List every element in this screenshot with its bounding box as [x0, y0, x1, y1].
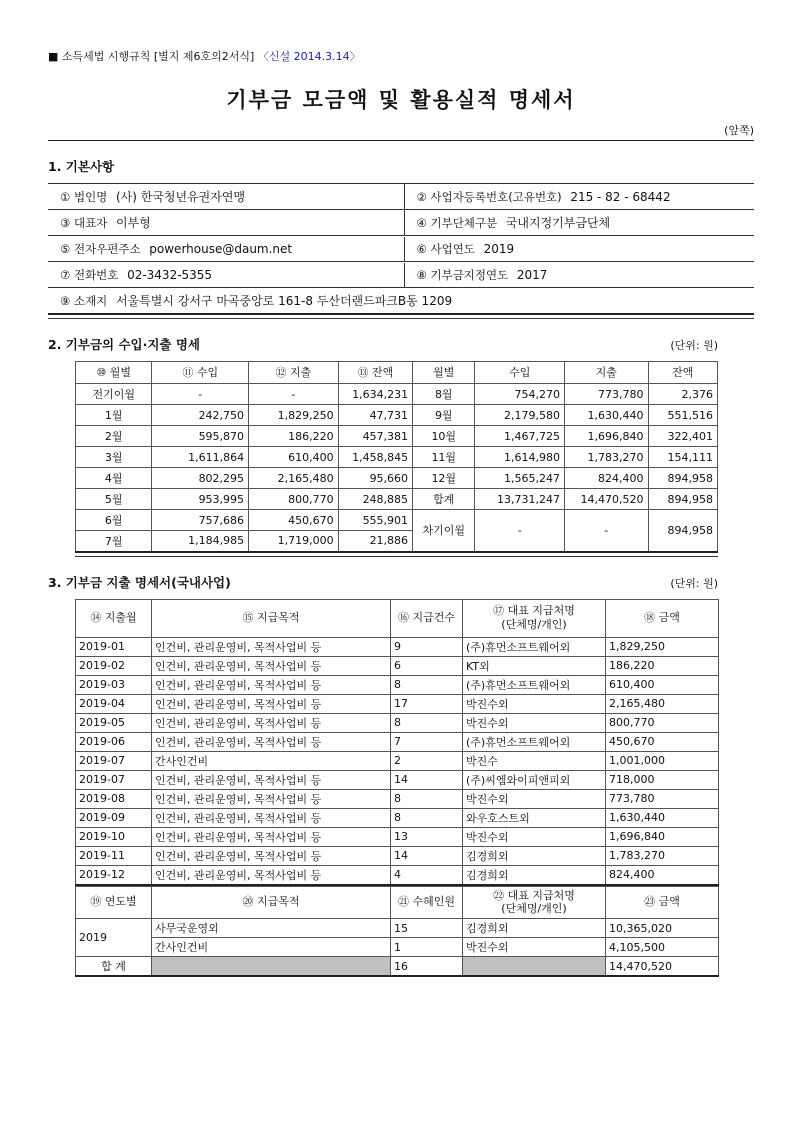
section-divider [48, 318, 754, 319]
cell: 5월 [76, 489, 152, 510]
cell: 1월 [76, 405, 152, 426]
cell: 800,770 [606, 713, 719, 732]
cell: 824,400 [564, 468, 648, 489]
cell: - [475, 510, 565, 552]
field-number: ③ [60, 216, 71, 230]
header-row [76, 599, 719, 637]
cell: 2,165,480 [249, 468, 339, 489]
cell: (주)씨엠와이피앤피외 [463, 770, 606, 789]
cell: 인건비, 관리운영비, 목적사업비 등 [152, 637, 391, 656]
field-number: ② [416, 189, 427, 204]
column-header: ⑰ 대표 지급처명 (단체명/개인) [463, 599, 606, 637]
cell: 610,400 [606, 675, 719, 694]
cell: 김경희외 [463, 919, 606, 938]
cell: 894,958 [648, 489, 718, 510]
cell: 전기이월 [76, 384, 152, 405]
column-header: ⑬ 잔액 [338, 362, 412, 384]
cell: 21,886 [338, 531, 412, 552]
table-row [48, 235, 754, 261]
cell: 인건비, 관리운영비, 목적사업비 등 [152, 694, 391, 713]
cell: 14,470,520 [564, 489, 648, 510]
cell: 11월 [413, 447, 475, 468]
cell: 47,731 [338, 405, 412, 426]
header-row [76, 362, 718, 384]
cell: 894,958 [648, 468, 718, 489]
cell: 인건비, 관리운영비, 목적사업비 등 [152, 827, 391, 846]
table-row [76, 694, 719, 713]
cell: 인건비, 관리운영비, 목적사업비 등 [152, 732, 391, 751]
cell: 757,686 [152, 510, 249, 531]
cell: 2019-03 [76, 675, 152, 694]
cell: 박진수외 [463, 789, 606, 808]
table-row [76, 468, 718, 489]
cell: 1,829,250 [606, 637, 719, 656]
cell: 2019-08 [76, 789, 152, 808]
field-value: 215 - 82 - 68442 [570, 189, 671, 204]
field-representative [48, 210, 405, 235]
cell: 1,696,840 [564, 426, 648, 447]
cell: (주)휴먼소프트웨어외 [463, 732, 606, 751]
cell: 12월 [413, 468, 475, 489]
column-header: ⑱ 금액 [606, 599, 719, 637]
cell [463, 957, 606, 977]
table-row [76, 808, 719, 827]
cell: 사무국운영외 [152, 919, 391, 938]
cell: 1,719,000 [249, 531, 339, 552]
table-row [76, 489, 718, 510]
field-number: ⑤ [60, 241, 71, 256]
table-row [76, 789, 719, 808]
cell: 1,829,250 [249, 405, 339, 426]
cell: 1,630,440 [606, 808, 719, 827]
field-value: 02-3432-5355 [127, 267, 213, 282]
cell: 457,381 [338, 426, 412, 447]
cell: 15 [391, 919, 463, 938]
field-label: 사업연도 [430, 241, 475, 256]
cell: 2 [391, 751, 463, 770]
cell: 800,770 [249, 489, 339, 510]
cell: 2019-10 [76, 827, 152, 846]
table-row [48, 287, 754, 313]
section-divider [75, 556, 718, 557]
form-notice [48, 48, 754, 64]
cell: 1,467,725 [475, 426, 565, 447]
table-row [76, 827, 719, 846]
cell: 인건비, 관리운영비, 목적사업비 등 [152, 713, 391, 732]
table-row [76, 637, 719, 656]
cell: 1 [391, 938, 463, 957]
field-number: ⑨ [60, 294, 71, 308]
field-number: ④ [416, 216, 427, 230]
cell: 1,001,000 [606, 751, 719, 770]
cell: 인건비, 관리운영비, 목적사업비 등 [152, 789, 391, 808]
field-designation-year [405, 263, 754, 287]
cell: 2019-04 [76, 694, 152, 713]
cell: 555,901 [338, 510, 412, 531]
column-header: ⑲ 연도별 [76, 886, 152, 919]
field-label: 기부금지정연도 [430, 267, 509, 282]
cell: 8 [391, 675, 463, 694]
cell: 인건비, 관리운영비, 목적사업비 등 [152, 770, 391, 789]
cell: 차기이월 [413, 510, 475, 552]
cell: 인건비, 관리운영비, 목적사업비 등 [152, 846, 391, 865]
cell: 박진수외 [463, 938, 606, 957]
field-value: 국내지정기부금단체 [505, 216, 611, 230]
cell: 718,000 [606, 770, 719, 789]
cell: 7월 [76, 531, 152, 552]
cell: 6 [391, 656, 463, 675]
income-expense-table [75, 361, 718, 553]
table-row [76, 426, 718, 447]
table-row [48, 209, 754, 235]
cell: 김경희외 [463, 846, 606, 865]
cell: 4월 [76, 468, 152, 489]
cell: 1,696,840 [606, 827, 719, 846]
cell: 322,401 [648, 426, 718, 447]
field-registration-number [405, 185, 754, 209]
field-business-year [405, 237, 754, 261]
column-header: ⑮ 지급목적 [152, 599, 391, 637]
unit-label: (단위: 원) [670, 576, 718, 590]
cell: 10,365,020 [606, 919, 719, 938]
cell: 2019 [76, 919, 152, 957]
field-value: 이부형 [115, 216, 151, 230]
monthly-expense-table [75, 599, 719, 886]
column-header: ⑫ 지출 [249, 362, 339, 384]
cell: 인건비, 관리운영비, 목적사업비 등 [152, 675, 391, 694]
column-header: 지출 [564, 362, 648, 384]
cell: 610,400 [249, 447, 339, 468]
field-value: (사) 한국청년유권자연맹 [115, 190, 246, 204]
column-header: ⑪ 수입 [152, 362, 249, 384]
table-row [76, 510, 718, 531]
cell: 2019-01 [76, 637, 152, 656]
cell: 합계 [413, 489, 475, 510]
field-number: ⑦ [60, 267, 71, 282]
cell: 인건비, 관리운영비, 목적사업비 등 [152, 808, 391, 827]
cell: 242,750 [152, 405, 249, 426]
column-header: ⑩ 월별 [76, 362, 152, 384]
cell: 1,783,270 [564, 447, 648, 468]
field-phone [48, 263, 405, 287]
cell: 2019-07 [76, 751, 152, 770]
cell: 2,179,580 [475, 405, 565, 426]
cell: 2019-02 [76, 656, 152, 675]
cell: KT외 [463, 656, 606, 675]
field-label: 대표자 [73, 216, 108, 230]
table-row [76, 865, 719, 885]
cell: 박진수외 [463, 713, 606, 732]
field-value: powerhouse@daum.net [149, 241, 293, 256]
cell: 13 [391, 827, 463, 846]
cell: 953,995 [152, 489, 249, 510]
cell: 7 [391, 732, 463, 751]
cell: 2019-05 [76, 713, 152, 732]
cell: 450,670 [249, 510, 339, 531]
cell: 13,731,247 [475, 489, 565, 510]
cell: 8월 [413, 384, 475, 405]
cell: 9 [391, 637, 463, 656]
table-row [76, 846, 719, 865]
field-email [48, 237, 405, 261]
table-row [76, 938, 719, 957]
cell: 802,295 [152, 468, 249, 489]
cell: 합 계 [76, 957, 152, 977]
field-label: 기부단체구분 [430, 216, 498, 230]
column-header: ⑳ 지급목적 [152, 886, 391, 919]
cell: 박진수외 [463, 694, 606, 713]
field-corporation-name [48, 184, 405, 209]
header-row [76, 886, 719, 919]
page-title: 기부금 모금액 및 활용실적 명세서 [226, 88, 576, 112]
field-value: 2017 [516, 267, 548, 282]
cell [152, 957, 391, 977]
column-header: 월별 [413, 362, 475, 384]
table-row [76, 770, 719, 789]
cell: 2,165,480 [606, 694, 719, 713]
cell: 773,780 [606, 789, 719, 808]
cell: 95,660 [338, 468, 412, 489]
cell: 186,220 [249, 426, 339, 447]
field-value: 2019 [483, 241, 515, 256]
cell: 2,376 [648, 384, 718, 405]
cell: 1,783,270 [606, 846, 719, 865]
field-address [48, 288, 754, 313]
cell: 1,630,440 [564, 405, 648, 426]
yearly-expense-table [75, 886, 719, 978]
column-header: ㉒ 대표 지급처명 (단체명/개인) [463, 886, 606, 919]
table-row [76, 656, 719, 675]
table-row [76, 732, 719, 751]
table-row [76, 405, 718, 426]
section1-heading: 1. 기본사항 [48, 159, 115, 174]
cell: 6월 [76, 510, 152, 531]
cell: 450,670 [606, 732, 719, 751]
table-row [76, 384, 718, 405]
cell: 2019-07 [76, 770, 152, 789]
cell: 14 [391, 846, 463, 865]
field-label: 소재지 [73, 294, 108, 308]
column-header: ㉓ 금액 [606, 886, 719, 919]
cell: 박진수 [463, 751, 606, 770]
cell: 14 [391, 770, 463, 789]
field-label: 전화번호 [73, 267, 119, 282]
cell: 17 [391, 694, 463, 713]
cell: (주)휴먼소프트웨어외 [463, 675, 606, 694]
cell: 894,958 [648, 510, 718, 552]
cell: 1,634,231 [338, 384, 412, 405]
basic-info-table [48, 183, 754, 315]
field-number: ⑥ [416, 241, 427, 256]
cell: 1,611,864 [152, 447, 249, 468]
cell: 2019-09 [76, 808, 152, 827]
cell: - [152, 384, 249, 405]
cell: 1,184,985 [152, 531, 249, 552]
field-label: 사업자등록번호(고유번호) [430, 189, 562, 204]
field-number: ① [60, 190, 71, 204]
field-organization-type [405, 210, 754, 235]
cell: 248,885 [338, 489, 412, 510]
table-row [76, 675, 719, 694]
unit-label: (단위: 원) [670, 339, 718, 352]
cell: 1,565,247 [475, 468, 565, 489]
column-header: 수입 [475, 362, 565, 384]
cell: 2019-12 [76, 865, 152, 885]
table-row [76, 957, 719, 977]
cell: 9월 [413, 405, 475, 426]
table-row [76, 713, 719, 732]
column-header: ⑯ 지급건수 [391, 599, 463, 637]
form-notice-revision: 〈신설 2014.3.14〉 [257, 50, 361, 63]
cell: 인건비, 관리운영비, 목적사업비 등 [152, 865, 391, 885]
cell: 2019-11 [76, 846, 152, 865]
section3-heading: 3. 기부금 지출 명세서(국내사업) [48, 574, 231, 590]
cell: 773,780 [564, 384, 648, 405]
cell: 824,400 [606, 865, 719, 885]
form-notice-text: ■ 소득세법 시행규칙 [별지 제6호의2서식] [48, 50, 255, 63]
cell: 4,105,500 [606, 938, 719, 957]
cell: 2019-06 [76, 732, 152, 751]
cell: 754,270 [475, 384, 565, 405]
column-header: ⑭ 지출월 [76, 599, 152, 637]
field-value: 서울특별시 강서구 마곡중앙로 161-8 두산더랜드파크B동 1209 [115, 294, 453, 308]
section2-heading: 2. 기부금의 수입·지출 명세 [48, 337, 201, 352]
table-row [76, 919, 719, 938]
cell: - [249, 384, 339, 405]
cell: 간사인건비 [152, 751, 391, 770]
column-header: 잔액 [648, 362, 718, 384]
cell: 김경희외 [463, 865, 606, 885]
cell: 1,458,845 [338, 447, 412, 468]
cell: 와우호스트외 [463, 808, 606, 827]
cell: 14,470,520 [606, 957, 719, 977]
cell: 1,614,980 [475, 447, 565, 468]
column-header: ㉑ 수혜인원 [391, 886, 463, 919]
cell: 인건비, 관리운영비, 목적사업비 등 [152, 656, 391, 675]
cell: 595,870 [152, 426, 249, 447]
cell: 박진수외 [463, 827, 606, 846]
cell: 551,516 [648, 405, 718, 426]
front-side-label: (앞쪽) [48, 122, 754, 141]
cell: 4 [391, 865, 463, 885]
cell: 간사인건비 [152, 938, 391, 957]
cell: - [564, 510, 648, 552]
cell: 8 [391, 713, 463, 732]
cell: 186,220 [606, 656, 719, 675]
field-label: 전자우편주소 [73, 241, 141, 256]
table-row [48, 261, 754, 287]
table-row [48, 183, 754, 209]
cell: 16 [391, 957, 463, 977]
cell: 8 [391, 808, 463, 827]
table-row [76, 751, 719, 770]
cell: 10월 [413, 426, 475, 447]
cell: 8 [391, 789, 463, 808]
field-number: ⑧ [416, 267, 427, 282]
cell: 2월 [76, 426, 152, 447]
table-row [76, 447, 718, 468]
cell: 3월 [76, 447, 152, 468]
cell: (주)휴먼소프트웨어외 [463, 637, 606, 656]
cell: 154,111 [648, 447, 718, 468]
field-label: 법인명 [73, 190, 108, 204]
